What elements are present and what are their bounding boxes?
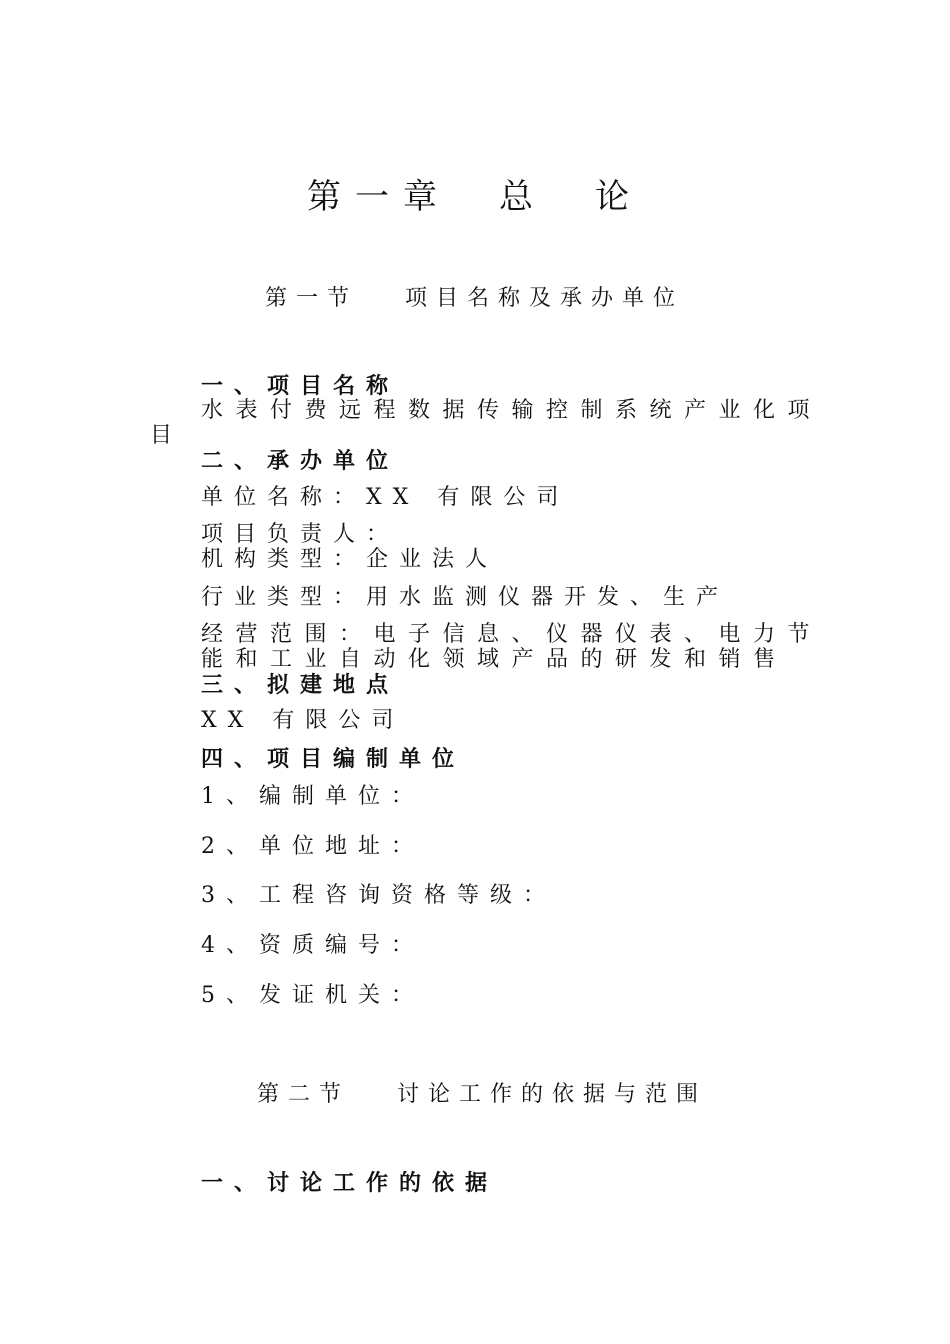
item-heading-compiler-unit: 四、项目编制单位 [201, 746, 466, 772]
item-heading-undertaking-unit: 二、承办单位 [201, 448, 400, 474]
business-scope-field: 经营范围：电子信息、仪器仪表、电力节 [201, 622, 823, 647]
item-heading-site: 三、拟建地点 [201, 672, 400, 698]
item-heading-project-name: 一、项目名称 [201, 373, 400, 399]
compiler-field: 1、编制单位： [201, 784, 424, 809]
chapter-title: 第一章 总 论 [307, 177, 643, 217]
section-title: 第一节 项目名称及承办单位 [265, 286, 684, 311]
compiler-field: 5、发证机关： [201, 983, 424, 1008]
project-name-text: 水表付费远程数据传输控制系统产业化项 [201, 398, 823, 423]
item-heading-basis: 一、讨论工作的依据 [201, 1170, 499, 1196]
unit-name-field: 单位名称：XX 有限公司 [201, 485, 570, 510]
site-location-text: XX 有限公司 [201, 708, 405, 733]
compiler-field: 3、工程咨询资格等级： [201, 883, 556, 908]
org-type-field: 机构类型：企业法人 [201, 547, 499, 572]
business-scope-field-wrap: 能和工业自动化领域产品的研发和销售 [201, 647, 788, 672]
section-title: 第二节 讨论工作的依据与范围 [257, 1082, 707, 1107]
project-name-text-wrap: 目 [150, 423, 184, 448]
compiler-field: 4、资质编号： [201, 933, 424, 958]
industry-type-field: 行业类型：用水监测仪器开发、生产 [201, 585, 730, 610]
project-leader-field: 项目负责人： [201, 522, 400, 547]
compiler-field: 2、单位地址： [201, 834, 424, 859]
